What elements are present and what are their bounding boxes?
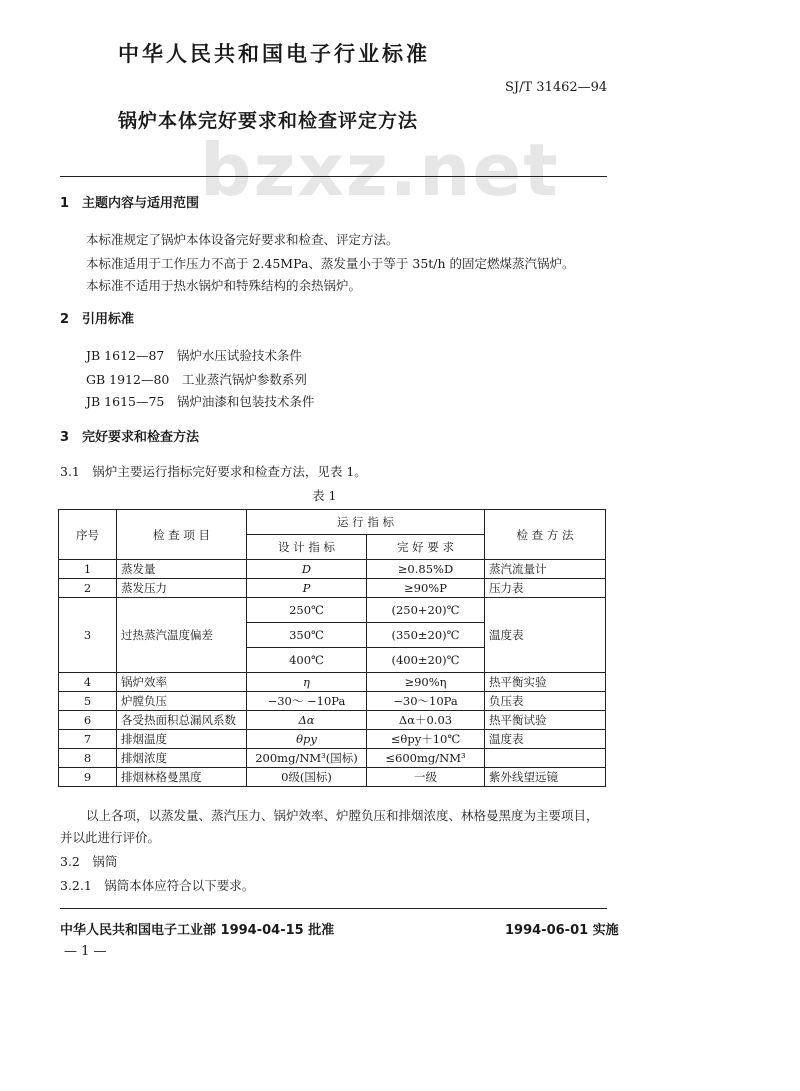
row-item: 各受热面积总漏风系数 xyxy=(117,711,247,730)
footer-divider xyxy=(60,908,607,909)
table-row xyxy=(59,692,606,711)
row-item: 锅炉效率 xyxy=(117,673,247,692)
row-good: ≤600mg/NM³ xyxy=(367,749,485,768)
org-title: 中华人民共和国电子行业标准 xyxy=(118,42,430,66)
reference-1: JB 1612—87 锅炉水压试验技术条件 xyxy=(86,348,302,363)
table-caption: 表 1 xyxy=(312,488,337,503)
header-indicators: 运 行 指 标 xyxy=(247,510,485,535)
standard-number: SJ/T 31462—94 xyxy=(505,80,608,95)
section-3-heading: 3 完好要求和检查方法 xyxy=(60,430,200,445)
row-good: 一级 xyxy=(367,768,485,787)
row-method: 紫外线望远镜 xyxy=(485,768,606,787)
row-good: ≥90%η xyxy=(367,673,485,692)
row-method: 热平衡实验 xyxy=(485,673,606,692)
row-item: 蒸发量 xyxy=(117,560,247,579)
table-row xyxy=(59,598,606,623)
table-row xyxy=(59,749,606,768)
row-good: Δα＋0.03 xyxy=(367,711,485,730)
row-method: 负压表 xyxy=(485,692,606,711)
document-title: 锅炉本体完好要求和检查评定方法 xyxy=(118,110,419,132)
effective-date: 1994-06-01 实施 xyxy=(505,923,619,938)
row-design: θpy xyxy=(247,730,367,749)
row-item: 排烟林格曼黑度 xyxy=(117,768,247,787)
section-3-2-heading: 3.2 锅筒 xyxy=(60,854,118,869)
row-method: 热平衡试验 xyxy=(485,711,606,730)
row-design: Δα xyxy=(247,711,367,730)
table-row xyxy=(59,768,606,787)
row-no: 5 xyxy=(59,692,117,711)
row-no: 2 xyxy=(59,579,117,598)
row-item: 蒸发压力 xyxy=(117,579,247,598)
section-2-heading: 2 引用标准 xyxy=(60,312,135,327)
header-no: 序号 xyxy=(59,510,117,560)
row-good: ≥0.85%D xyxy=(367,560,485,579)
header-item: 检 查 项 目 xyxy=(117,510,247,560)
row-design: P xyxy=(247,579,367,598)
row-item: 排烟浓度 xyxy=(117,749,247,768)
row-good: ≥90%P xyxy=(367,579,485,598)
row-design: η xyxy=(247,673,367,692)
header-good: 完 好 要 求 xyxy=(367,535,485,560)
row-good: (400±20)℃ xyxy=(367,648,485,673)
row-method: 温度表 xyxy=(485,730,606,749)
row-design: D xyxy=(247,560,367,579)
watermark: bzxz.net xyxy=(200,128,560,212)
row-item: 排烟温度 xyxy=(117,730,247,749)
row-no: 3 xyxy=(59,598,117,673)
section-3-1-text: 3.1 锅炉主要运行指标完好要求和检查方法，见表 1。 xyxy=(60,464,367,479)
table-row xyxy=(59,673,606,692)
table-row xyxy=(59,730,606,749)
row-good: −30～10Pa xyxy=(367,692,485,711)
row-no: 1 xyxy=(59,560,117,579)
section-3-2-1-text: 3.2.1 锅筒本体应符合以下要求。 xyxy=(60,878,255,893)
reference-2: GB 1912—80 工业蒸汽锅炉参数系列 xyxy=(86,372,307,387)
section-1-heading: 1 主题内容与适用范围 xyxy=(60,196,200,211)
row-design: −30～ −10Pa xyxy=(247,692,367,711)
page-number: — 1 — xyxy=(64,944,107,959)
title-divider xyxy=(60,176,607,177)
section-1-para-3: 本标准不适用于热水锅炉和特殊结构的余热锅炉。 xyxy=(86,278,362,293)
row-method: 压力表 xyxy=(485,579,606,598)
row-good: ≤θpy＋10℃ xyxy=(367,730,485,749)
row-design: 250℃ xyxy=(247,598,367,623)
reference-3: JB 1615—75 锅炉油漆和包装技术条件 xyxy=(86,394,315,409)
row-no: 8 xyxy=(59,749,117,768)
table-row xyxy=(59,579,606,598)
row-good: (350±20)℃ xyxy=(367,623,485,648)
row-method: 温度表 xyxy=(485,598,606,673)
header-method: 检 查 方 法 xyxy=(485,510,606,560)
row-item: 过热蒸汽温度偏差 xyxy=(117,598,247,673)
row-no: 7 xyxy=(59,730,117,749)
table-row xyxy=(59,711,606,730)
row-good: (250+20)℃ xyxy=(367,598,485,623)
table-header-row xyxy=(59,510,606,535)
approval-line: 中华人民共和国电子工业部 1994-04-15 批准 xyxy=(60,923,335,938)
row-no: 6 xyxy=(59,711,117,730)
row-item: 炉膛负压 xyxy=(117,692,247,711)
indicator-table xyxy=(58,509,606,787)
row-no: 4 xyxy=(59,673,117,692)
row-method xyxy=(485,749,606,768)
row-design: 200mg/NM³(国标) xyxy=(247,749,367,768)
header-design: 设 计 指 标 xyxy=(247,535,367,560)
summary-paragraph: 以上各项，以蒸发量、蒸汽压力、锅炉效率、炉膛负压和排烟浓度、林格曼黑度为主要项目， xyxy=(86,808,599,823)
summary-paragraph-cont: 并以此进行评价。 xyxy=(60,830,161,845)
row-method: 蒸汽流量计 xyxy=(485,560,606,579)
section-1-para-1: 本标准规定了锅炉本体设备完好要求和检查、评定方法。 xyxy=(86,232,399,247)
row-design: 0级(国标) xyxy=(247,768,367,787)
row-no: 9 xyxy=(59,768,117,787)
row-design: 400℃ xyxy=(247,648,367,673)
table-row xyxy=(59,560,606,579)
row-design: 350℃ xyxy=(247,623,367,648)
section-1-para-2: 本标准适用于工作压力不高于 2.45MPa、蒸发量小于等于 35t/h 的固定燃煤蒸汽锅炉。 xyxy=(86,256,575,271)
